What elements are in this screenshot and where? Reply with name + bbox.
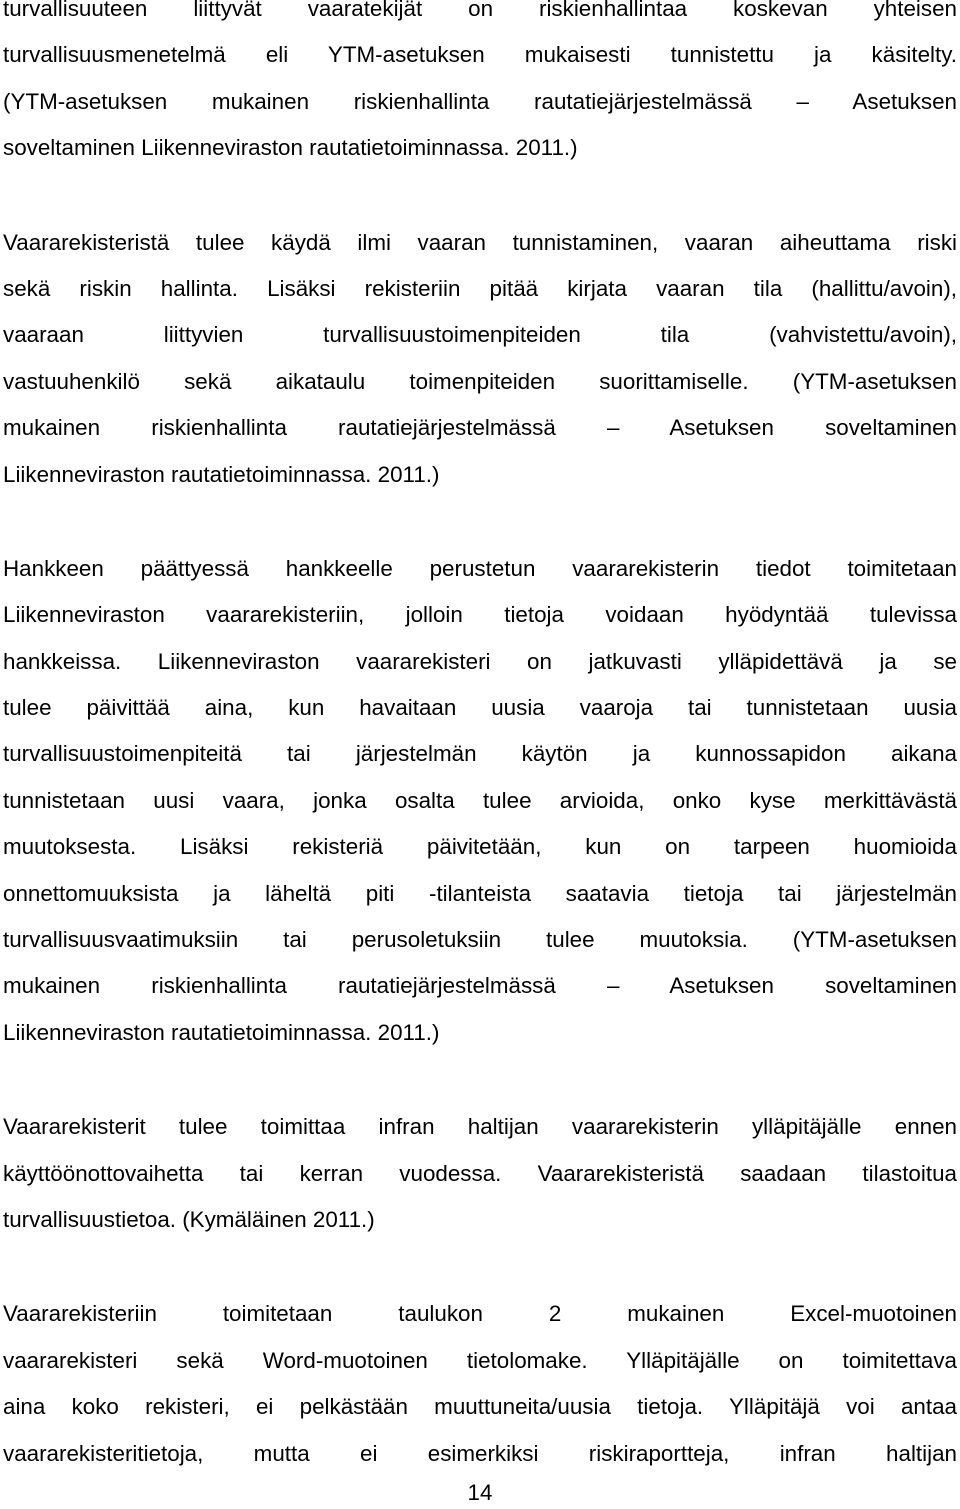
text-line: tunnistetaan uusi vaara, jonka osalta tulee arvioida, onko kyse merkittävästä	[3, 787, 957, 813]
paragraph-excel-lomake	[3, 1291, 957, 1477]
paragraph-toimittaminen	[3, 1104, 957, 1243]
text-line: turvallisuustietoa. (Kymäläinen 2011.)	[3, 1206, 375, 1232]
text-line: turvallisuusmenetelmä eli YTM-asetuksen mukaisesti tunnistettu ja käsitelty.	[3, 42, 957, 68]
text-line: Liikenneviraston vaararekisteriin, jolloin tietoja voidaan hyödyntää tulevissa	[3, 602, 957, 628]
paragraph-ytm-intro	[3, 0, 957, 172]
paragraph-vaararekisteri-content	[3, 220, 957, 498]
text-line: Hankkeen päättyessä hankkeelle perustetun vaararekisterin tiedot toimitetaan	[3, 555, 957, 581]
document-page	[3, 0, 957, 1477]
text-line: sekä riskin hallinta. Lisäksi rekisteriin pitää kirjata vaaran tila (hallittu/avoin),	[3, 275, 957, 301]
text-line: turvallisuusvaatimuksiin tai perusoletuksiin tulee muutoksia. (YTM-asetuksen	[3, 927, 957, 953]
text-line: mukainen riskienhallinta rautatiejärjestelmässä – Asetuksen soveltaminen	[3, 973, 957, 999]
page-number: 14	[467, 1480, 493, 1505]
text-line: mukainen riskienhallinta rautatiejärjestelmässä – Asetuksen soveltaminen	[3, 415, 957, 441]
text-line: turvallisuuteen liittyvät vaaratekijät on riskienhallintaa koskevan yhteisen	[3, 0, 957, 21]
text-line: turvallisuustoimenpiteitä tai järjestelmän käytön ja kunnossapidon aikana	[3, 741, 957, 767]
text-line: hankkeissa. Liikenneviraston vaararekisteri on jatkuvasti ylläpidettävä ja se	[3, 648, 957, 674]
text-line: käyttöönottovaihetta tai kerran vuodessa. Vaararekisteristä saadaan tilastoitua	[3, 1160, 957, 1186]
text-line: tulee päivittää aina, kun havaitaan uusia vaaroja tai tunnistetaan uusia	[3, 695, 957, 721]
text-line: vaaraan liittyvien turvallisuustoimenpiteiden tila (vahvistettu/avoin),	[3, 322, 957, 348]
text-line: aina koko rekisteri, ei pelkästään muuttuneita/uusia tietoja. Ylläpitäjä voi antaa	[3, 1394, 957, 1420]
text-line: vastuuhenkilö sekä aikataulu toimenpiteiden suorittamiselle. (YTM-asetuksen	[3, 368, 957, 394]
text-line: vaararekisteri sekä Word-muotoinen tietolomake. Ylläpitäjälle on toimitettava	[3, 1347, 957, 1373]
text-line: Vaararekisterit tulee toimittaa infran haltijan vaararekisterin ylläpitäjälle ennen	[3, 1114, 957, 1140]
text-line: vaararekisteritietoja, mutta ei esimerkiksi riskiraportteja, infran haltijan	[3, 1440, 957, 1466]
text-line: onnettomuuksista ja läheltä piti -tilanteista saatavia tietoja tai järjestelmän	[3, 880, 957, 906]
paragraph-hankkeen-paattyessa	[3, 546, 957, 1056]
text-line: Vaararekisteriin toimitetaan taulukon 2 mukainen Excel-muotoinen	[3, 1301, 957, 1327]
text-line: Liikenneviraston rautatietoiminnassa. 2011.)	[3, 461, 440, 487]
text-line: Vaararekisteristä tulee käydä ilmi vaaran tunnistaminen, vaaran aiheuttama riski	[3, 229, 957, 255]
text-line: Liikenneviraston rautatietoiminnassa. 2011.)	[3, 1019, 440, 1045]
text-line: soveltaminen Liikenneviraston rautatietoiminnassa. 2011.)	[3, 135, 578, 161]
text-line: (YTM-asetuksen mukainen riskienhallinta rautatiejärjestelmässä – Asetuksen	[3, 88, 957, 114]
text-line: muutoksesta. Lisäksi rekisteriä päivitetään, kun on tarpeen huomioida	[3, 834, 957, 860]
